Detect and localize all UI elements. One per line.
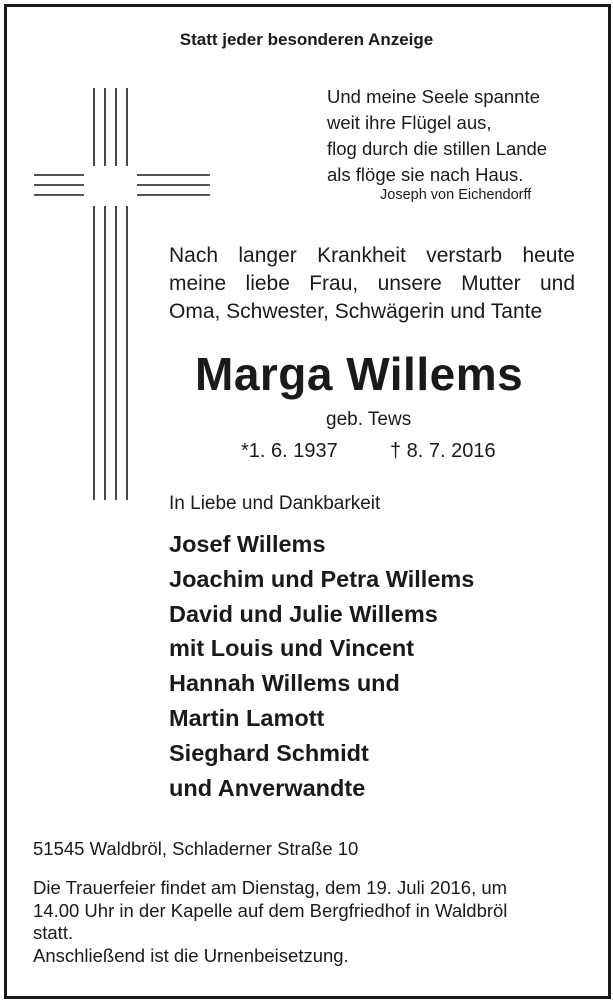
deceased-born-name: geb. Tews [326, 409, 412, 430]
funeral-line: 14.00 Uhr in der Kapelle auf dem Bergfriedhof in Waldbröl [33, 899, 508, 921]
poem-author: Joseph von Eichendorff [380, 187, 532, 203]
intro-line: Oma, Schwester, Schwägerin und Tante [169, 300, 543, 323]
poem-line: flog durch die stillen Lande [327, 138, 548, 159]
funeral-line: statt. [33, 922, 74, 943]
poem-line: Und meine Seele spannte [327, 86, 540, 107]
mourners-list [169, 527, 474, 805]
header-title: Statt jeder besonderen Anzeige [179, 30, 434, 49]
mourner-name: Martin Lamott [169, 704, 325, 731]
mourner-name: Hannah Willems und [169, 670, 400, 697]
address: 51545 Waldbröl, Schladerner Straße 10 [33, 838, 359, 859]
intro-line: meine liebe Frau, unsere Mutter und [169, 272, 575, 295]
mourner-name: David und Julie Willems [169, 600, 438, 627]
closing-phrase: In Liebe und Dankbarkeit [169, 493, 381, 514]
mourner-name: und Anverwandte [169, 774, 366, 801]
birth-date: *1. 6. 1937 [241, 440, 338, 462]
funeral-line: Anschließend ist die Urnenbeisetzung. [33, 944, 349, 966]
poem-line: als flöge sie nach Haus. [327, 164, 524, 185]
mourner-name: mit Louis und Vincent [169, 635, 415, 662]
poem-line: weit ihre Flügel aus, [327, 112, 492, 133]
poem [327, 84, 547, 188]
intro-text [169, 242, 575, 326]
intro-line: Nach langer Krankheit verstarb heute [169, 244, 575, 267]
death-date: † 8. 7. 2016 [390, 440, 496, 462]
mourner-name: Joachim und Petra Willems [169, 565, 475, 592]
funeral-line: Die Trauerfeier findet am Dienstag, dem 19. Juli 2016, um [33, 877, 508, 898]
deceased-name: Marga Willems [195, 348, 524, 400]
mourner-name: Sieghard Schmidt [169, 739, 369, 766]
mourner-name: Josef Willems [169, 531, 326, 557]
funeral-notice [33, 877, 581, 967]
